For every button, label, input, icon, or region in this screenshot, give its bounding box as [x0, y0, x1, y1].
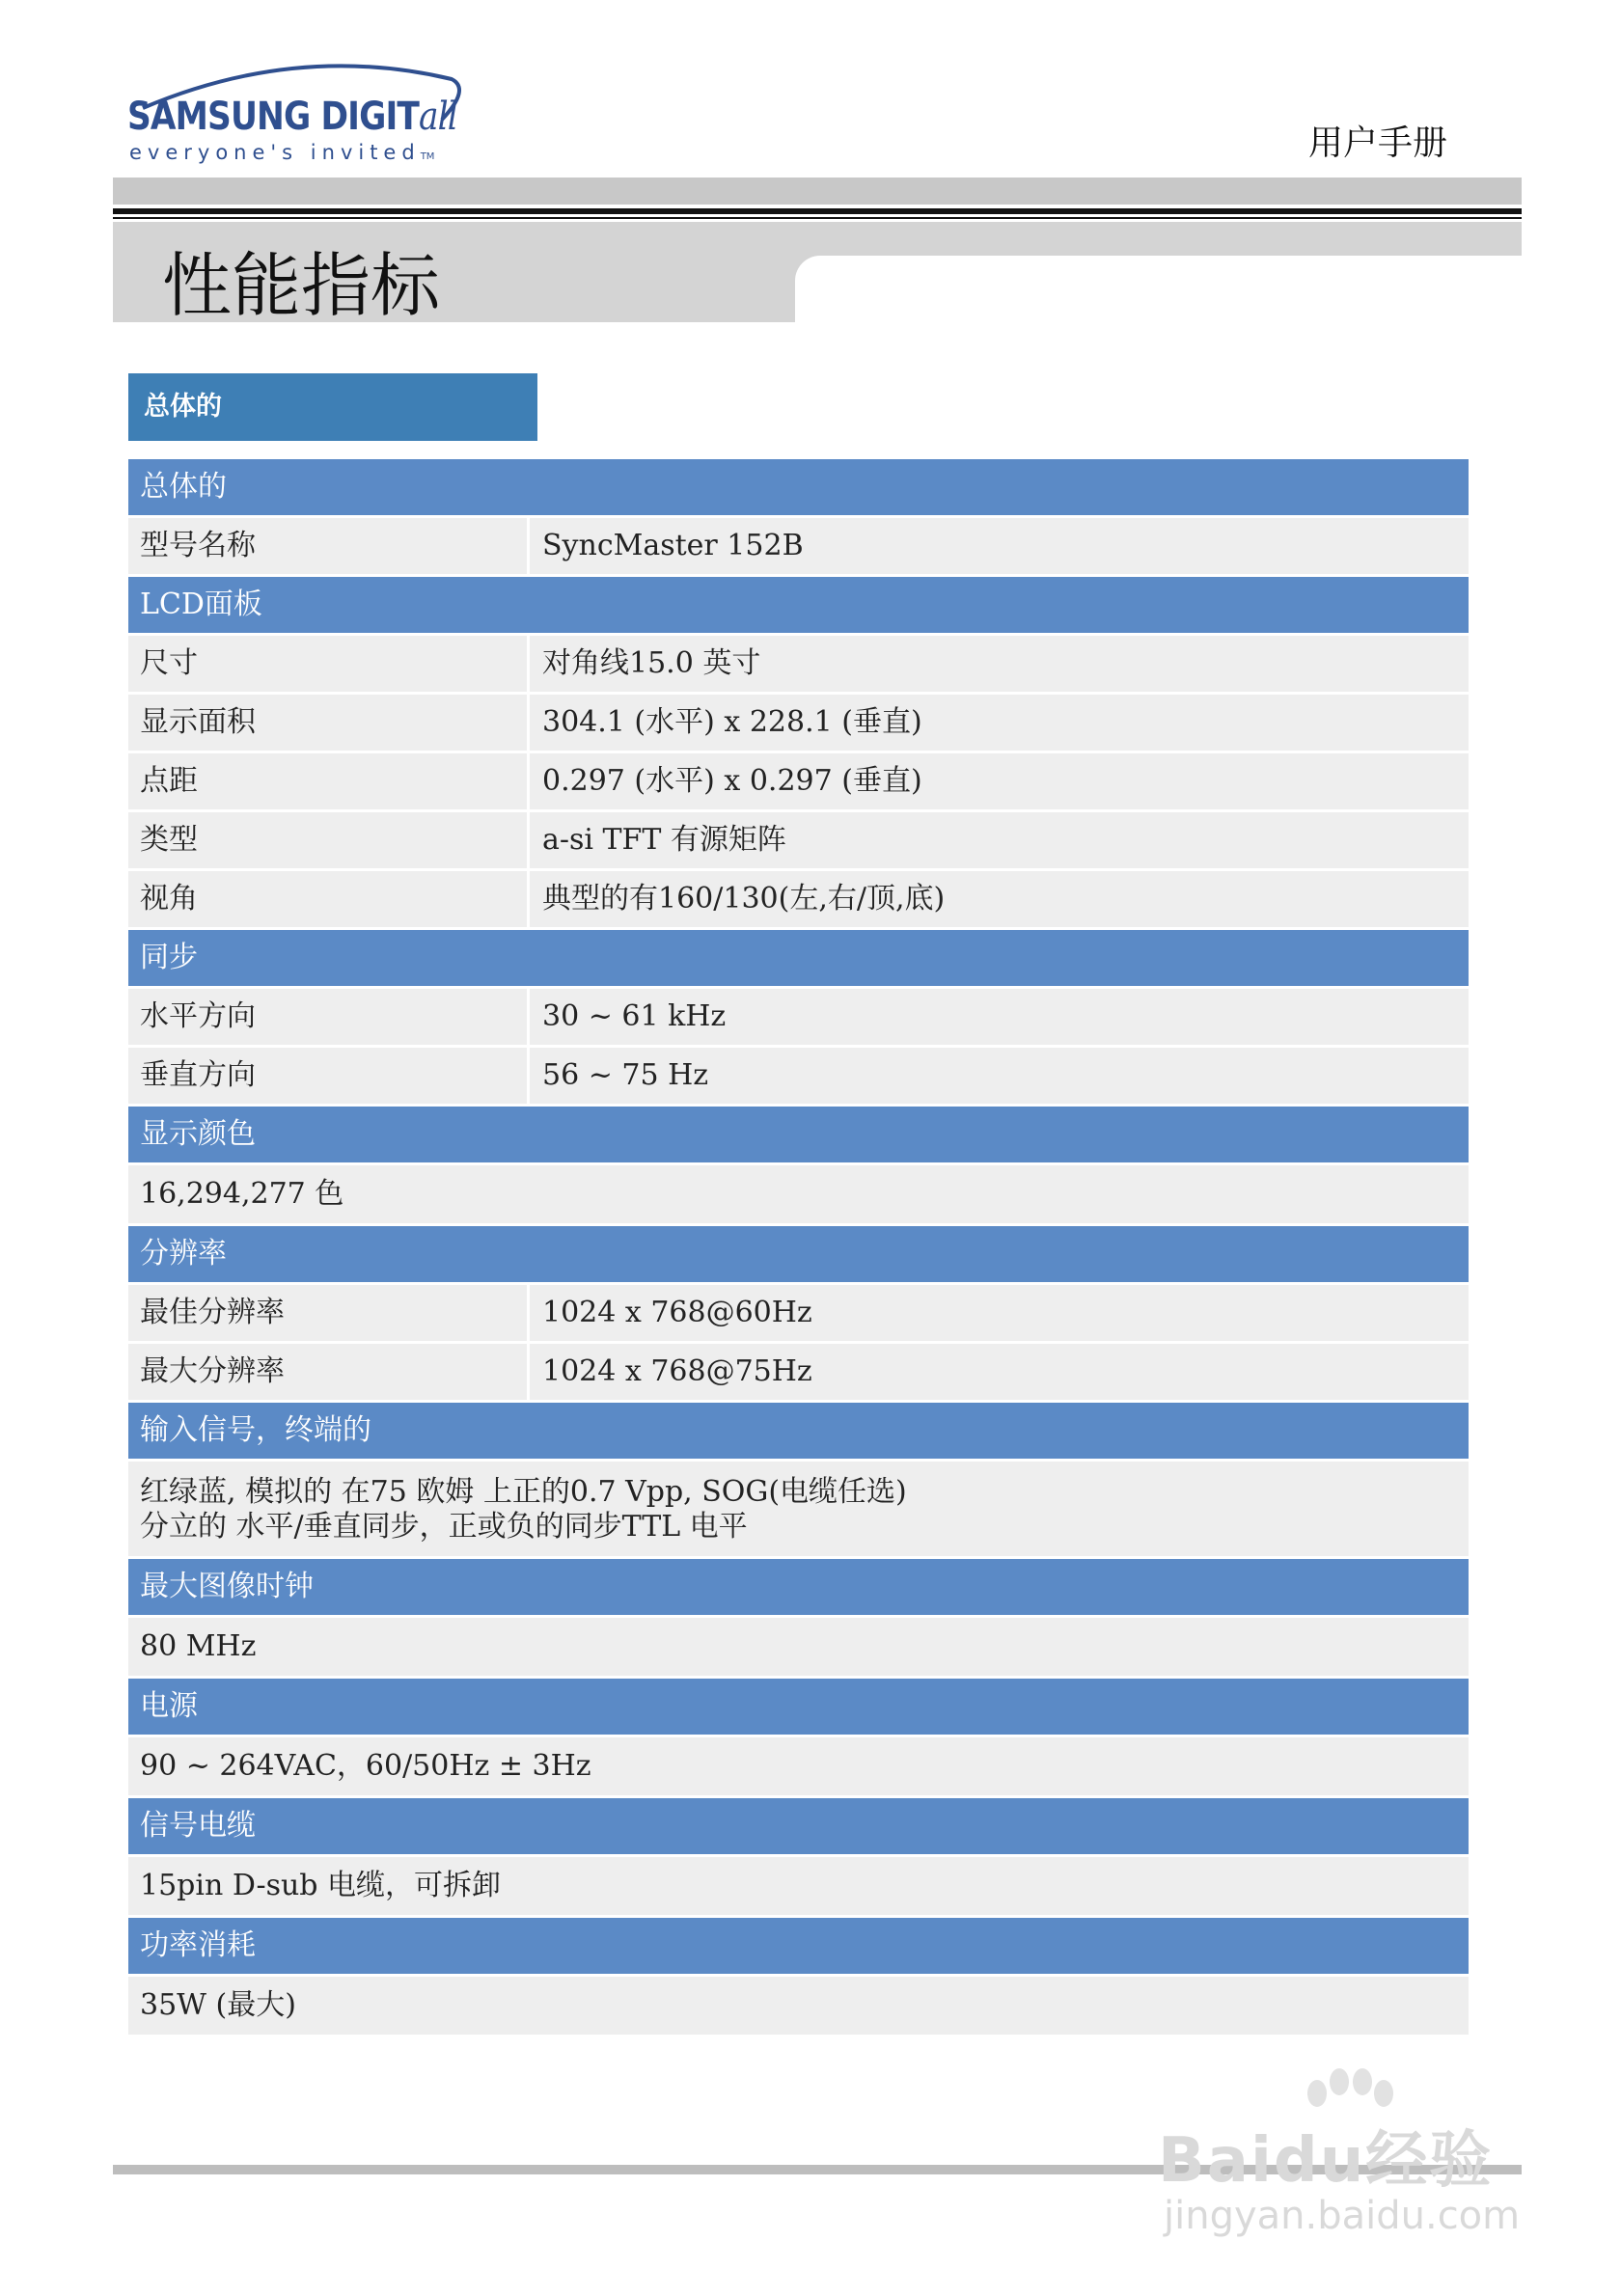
- section-header-label: 同步: [140, 941, 198, 974]
- spec-row-full: [128, 1618, 1469, 1676]
- baidu-watermark: [1148, 2064, 1534, 2257]
- spec-value: 1024 x 768@75Hz: [530, 1344, 1469, 1400]
- spec-text-line: 分立的 水平/垂直同步，正或负的同步TTL 电平: [140, 1510, 748, 1544]
- header-band: [113, 178, 1522, 205]
- spec-text: 90 ~ 264VAC，60/50Hz ± 3Hz: [140, 1749, 591, 1783]
- watermark-sub: jingyan.baidu.com: [1164, 2194, 1521, 2238]
- section-header-label: 输入信号，终端的: [140, 1413, 371, 1447]
- spec-key: 型号名称: [128, 518, 527, 574]
- spec-row: [128, 871, 1469, 927]
- spec-key: 显示面积: [128, 695, 527, 751]
- section-header-label: 电源: [140, 1689, 198, 1723]
- spec-row-multiline: [128, 1462, 1469, 1556]
- spec-row-full: [128, 1977, 1469, 2035]
- spec-text-multiline: [128, 1462, 919, 1556]
- section-tab: 总体的: [128, 373, 537, 441]
- spec-value: 1024 x 768@60Hz: [530, 1285, 1469, 1341]
- section-header-label: LCD面板: [140, 588, 262, 621]
- spec-table: [128, 459, 1469, 2037]
- section-header-row: [128, 1226, 1469, 1282]
- spec-value: 304.1 (水平) x 228.1 (垂直): [530, 695, 1469, 751]
- section-header-row: [128, 1798, 1469, 1854]
- spec-row: [128, 636, 1469, 692]
- section-header-row: [128, 930, 1469, 986]
- spec-value: 对角线15.0 英寸: [530, 636, 1469, 692]
- spec-key: 类型: [128, 812, 527, 868]
- spec-row-full: [128, 1857, 1469, 1915]
- spec-key: 点距: [128, 753, 527, 809]
- spec-text: 15pin D-sub 电缆，可拆卸: [140, 1869, 502, 1902]
- section-header-label: 显示颜色: [140, 1117, 256, 1151]
- spec-key: 最大分辨率: [128, 1344, 527, 1400]
- page-title: 性能指标: [162, 245, 441, 326]
- spec-text: 80 MHz: [140, 1629, 257, 1663]
- section-header-row: [128, 1918, 1469, 1974]
- spec-value: a-si TFT 有源矩阵: [530, 812, 1469, 868]
- section-header-label: 信号电缆: [140, 1809, 256, 1843]
- spec-key: 水平方向: [128, 989, 527, 1045]
- spec-row-full: [128, 1737, 1469, 1795]
- watermark-main: Baidu经验: [1158, 2125, 1494, 2197]
- spec-text: 35W (最大): [140, 1988, 296, 2022]
- section-header-row: [128, 1559, 1469, 1615]
- spec-text: 16,294,277 色: [140, 1177, 344, 1211]
- section-header-row: [128, 1403, 1469, 1459]
- spec-row: [128, 989, 1469, 1045]
- spec-row: [128, 1285, 1469, 1341]
- samsung-logo: [124, 52, 471, 163]
- spec-row: [128, 812, 1469, 868]
- spec-key: 尺寸: [128, 636, 527, 692]
- spec-value: 56 ~ 75 Hz: [530, 1048, 1469, 1104]
- header-rule-thin: [113, 217, 1522, 219]
- spec-key: 垂直方向: [128, 1048, 527, 1104]
- spec-value: 典型的有160/130(左,右/顶,底): [530, 871, 1469, 927]
- section-header-row: [128, 1107, 1469, 1162]
- section-header-label: 最大图像时钟: [140, 1570, 314, 1603]
- title-notch: [795, 256, 1528, 328]
- spec-key: 视角: [128, 871, 527, 927]
- spec-row: [128, 695, 1469, 751]
- logo-brand: SAMSUNG DIGITall: [127, 95, 457, 139]
- section-header-label: 分辨率: [140, 1237, 227, 1271]
- spec-row: [128, 753, 1469, 809]
- spec-value: 30 ~ 61 kHz: [530, 989, 1469, 1045]
- spec-row-full: [128, 1165, 1469, 1223]
- spec-key: 最佳分辨率: [128, 1285, 527, 1341]
- spec-row: [128, 1048, 1469, 1104]
- spec-text-line: 红绿蓝, 模拟的 在75 欧姆 上正的0.7 Vpp, SOG(电缆任选): [140, 1475, 907, 1509]
- section-header-label: 总体的: [140, 470, 227, 504]
- logo-tagline: everyone's invitedTM: [129, 141, 435, 164]
- spec-row: [128, 518, 1469, 574]
- header-rule-thick: [113, 208, 1522, 214]
- spec-row: [128, 1344, 1469, 1400]
- section-header-row: [128, 577, 1469, 633]
- spec-value: SyncMaster 152B: [530, 518, 1469, 574]
- section-header-row: [128, 1679, 1469, 1735]
- manual-label: 用户手册: [1308, 123, 1448, 163]
- section-header-row: [128, 459, 1469, 515]
- spec-value: 0.297 (水平) x 0.297 (垂直): [530, 753, 1469, 809]
- section-header-label: 功率消耗: [140, 1928, 256, 1962]
